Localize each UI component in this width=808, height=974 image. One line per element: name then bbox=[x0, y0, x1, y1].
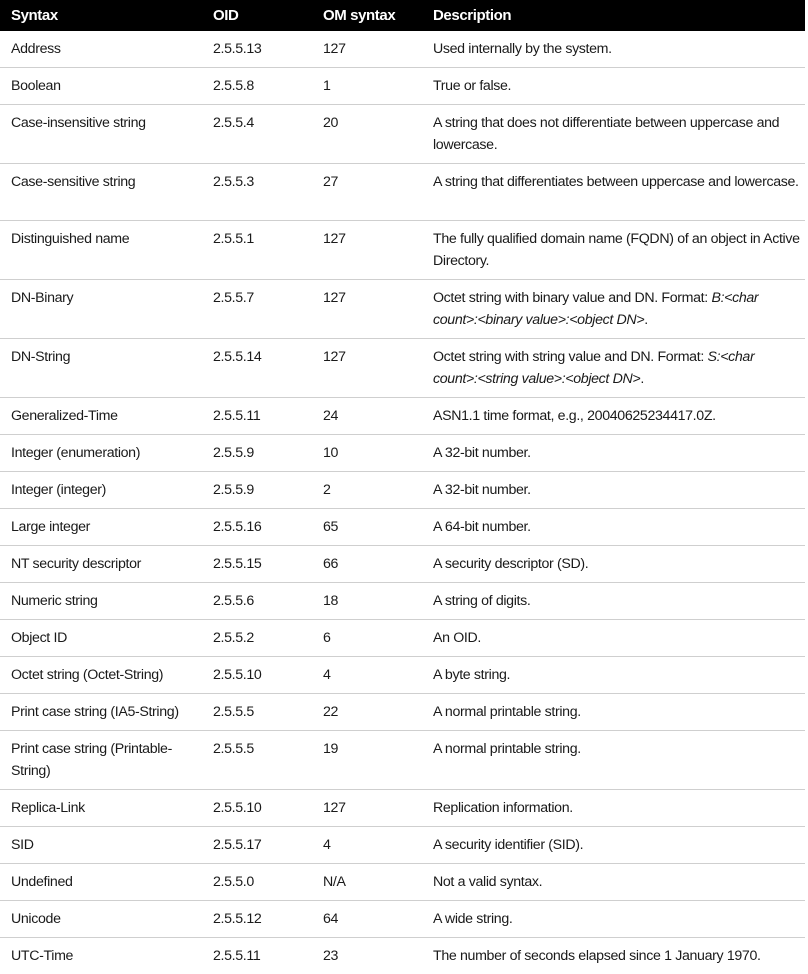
cell-oid: 2.5.5.17 bbox=[202, 827, 312, 864]
table-row bbox=[0, 105, 805, 164]
cell-om-syntax: 4 bbox=[312, 827, 422, 864]
cell-oid: 2.5.5.9 bbox=[202, 435, 312, 472]
cell-om-syntax: 65 bbox=[312, 509, 422, 546]
cell-syntax: Replica-Link bbox=[0, 790, 202, 827]
cell-oid: 2.5.5.14 bbox=[202, 339, 312, 398]
cell-syntax: Address bbox=[0, 31, 202, 68]
cell-om-syntax: 24 bbox=[312, 398, 422, 435]
cell-syntax: Generalized-Time bbox=[0, 398, 202, 435]
cell-description: A 32-bit number. bbox=[422, 435, 805, 472]
cell-syntax: Integer (integer) bbox=[0, 472, 202, 509]
table-row bbox=[0, 339, 805, 398]
cell-oid: 2.5.5.11 bbox=[202, 938, 312, 974]
table-header bbox=[0, 0, 805, 31]
cell-description: ASN1.1 time format, e.g., 20040625234417.0Z. bbox=[422, 398, 805, 435]
cell-om-syntax: 19 bbox=[312, 731, 422, 790]
cell-description bbox=[422, 339, 805, 398]
table-row bbox=[0, 68, 805, 105]
description-suffix: . bbox=[640, 371, 644, 387]
table-row bbox=[0, 546, 805, 583]
cell-syntax: DN-Binary bbox=[0, 280, 202, 339]
cell-description: A 64-bit number. bbox=[422, 509, 805, 546]
cell-syntax: Boolean bbox=[0, 68, 202, 105]
cell-om-syntax: N/A bbox=[312, 864, 422, 901]
cell-description: Not a valid syntax. bbox=[422, 864, 805, 901]
cell-description: Replication information. bbox=[422, 790, 805, 827]
description-format: S:<char count>:<string value>:<object DN> bbox=[433, 349, 754, 387]
cell-om-syntax: 127 bbox=[312, 339, 422, 398]
cell-description: A normal printable string. bbox=[422, 731, 805, 790]
cell-om-syntax: 6 bbox=[312, 620, 422, 657]
cell-description: An OID. bbox=[422, 620, 805, 657]
cell-syntax: Unicode bbox=[0, 901, 202, 938]
cell-description: A byte string. bbox=[422, 657, 805, 694]
cell-description: The number of seconds elapsed since 1 January 1970. bbox=[422, 938, 805, 974]
cell-oid: 2.5.5.8 bbox=[202, 68, 312, 105]
header-description: Description bbox=[422, 0, 805, 31]
cell-syntax: Case-sensitive string bbox=[0, 164, 202, 221]
table-row bbox=[0, 472, 805, 509]
table-row bbox=[0, 620, 805, 657]
cell-description: The fully qualified domain name (FQDN) of an object in Active Directory. bbox=[422, 221, 805, 280]
cell-syntax: Print case string (Printable-String) bbox=[0, 731, 202, 790]
cell-syntax: Numeric string bbox=[0, 583, 202, 620]
cell-om-syntax: 27 bbox=[312, 164, 422, 221]
cell-oid: 2.5.5.6 bbox=[202, 583, 312, 620]
description-text: Octet string with string value and DN. Format: bbox=[433, 349, 708, 365]
cell-om-syntax: 20 bbox=[312, 105, 422, 164]
header-oid: OID bbox=[202, 0, 312, 31]
cell-syntax: Distinguished name bbox=[0, 221, 202, 280]
cell-oid: 2.5.5.15 bbox=[202, 546, 312, 583]
cell-oid: 2.5.5.13 bbox=[202, 31, 312, 68]
cell-oid: 2.5.5.2 bbox=[202, 620, 312, 657]
cell-oid: 2.5.5.9 bbox=[202, 472, 312, 509]
description-text: Octet string with binary value and DN. Format: bbox=[433, 290, 711, 306]
cell-oid: 2.5.5.12 bbox=[202, 901, 312, 938]
cell-syntax: Integer (enumeration) bbox=[0, 435, 202, 472]
cell-om-syntax: 10 bbox=[312, 435, 422, 472]
cell-syntax: DN-String bbox=[0, 339, 202, 398]
cell-om-syntax: 66 bbox=[312, 546, 422, 583]
cell-om-syntax: 127 bbox=[312, 790, 422, 827]
cell-syntax: SID bbox=[0, 827, 202, 864]
cell-description: A normal printable string. bbox=[422, 694, 805, 731]
cell-description: A security descriptor (SD). bbox=[422, 546, 805, 583]
cell-om-syntax: 127 bbox=[312, 31, 422, 68]
cell-description: Used internally by the system. bbox=[422, 31, 805, 68]
table-row bbox=[0, 280, 805, 339]
cell-description: True or false. bbox=[422, 68, 805, 105]
cell-om-syntax: 22 bbox=[312, 694, 422, 731]
cell-description bbox=[422, 280, 805, 339]
cell-om-syntax: 127 bbox=[312, 280, 422, 339]
cell-oid: 2.5.5.5 bbox=[202, 731, 312, 790]
table-row bbox=[0, 164, 805, 221]
table-row bbox=[0, 583, 805, 620]
description-format: B:<char count>:<binary value>:<object DN> bbox=[433, 290, 758, 328]
cell-syntax: NT security descriptor bbox=[0, 546, 202, 583]
header-syntax: Syntax bbox=[0, 0, 202, 31]
table-row bbox=[0, 731, 805, 790]
header-row bbox=[0, 0, 805, 31]
cell-oid: 2.5.5.11 bbox=[202, 398, 312, 435]
table-row bbox=[0, 790, 805, 827]
table-row bbox=[0, 435, 805, 472]
table-row bbox=[0, 901, 805, 938]
table-row bbox=[0, 864, 805, 901]
cell-oid: 2.5.5.0 bbox=[202, 864, 312, 901]
cell-oid: 2.5.5.5 bbox=[202, 694, 312, 731]
cell-syntax: Object ID bbox=[0, 620, 202, 657]
cell-om-syntax: 64 bbox=[312, 901, 422, 938]
cell-oid: 2.5.5.7 bbox=[202, 280, 312, 339]
cell-description: A security identifier (SID). bbox=[422, 827, 805, 864]
table-row bbox=[0, 398, 805, 435]
cell-description: A 32-bit number. bbox=[422, 472, 805, 509]
cell-oid: 2.5.5.4 bbox=[202, 105, 312, 164]
table-row bbox=[0, 827, 805, 864]
cell-oid: 2.5.5.10 bbox=[202, 657, 312, 694]
cell-om-syntax: 18 bbox=[312, 583, 422, 620]
cell-description: A string of digits. bbox=[422, 583, 805, 620]
cell-oid: 2.5.5.3 bbox=[202, 164, 312, 221]
cell-syntax: Print case string (IA5-String) bbox=[0, 694, 202, 731]
description-suffix: . bbox=[644, 312, 648, 328]
cell-om-syntax: 23 bbox=[312, 938, 422, 974]
table-row bbox=[0, 938, 805, 974]
cell-om-syntax: 4 bbox=[312, 657, 422, 694]
table-row bbox=[0, 694, 805, 731]
cell-oid: 2.5.5.1 bbox=[202, 221, 312, 280]
table-row bbox=[0, 31, 805, 68]
cell-description: A string that differentiates between uppercase and lowercase. bbox=[422, 164, 805, 221]
cell-syntax: Large integer bbox=[0, 509, 202, 546]
cell-oid: 2.5.5.16 bbox=[202, 509, 312, 546]
cell-syntax: UTC-Time bbox=[0, 938, 202, 974]
table-row bbox=[0, 509, 805, 546]
header-om-syntax: OM syntax bbox=[312, 0, 422, 31]
cell-syntax: Case-insensitive string bbox=[0, 105, 202, 164]
cell-oid: 2.5.5.10 bbox=[202, 790, 312, 827]
table-body bbox=[0, 31, 805, 974]
table-row bbox=[0, 657, 805, 694]
cell-description: A string that does not differentiate between uppercase and lowercase. bbox=[422, 105, 805, 164]
cell-description: A wide string. bbox=[422, 901, 805, 938]
cell-om-syntax: 1 bbox=[312, 68, 422, 105]
table-row bbox=[0, 221, 805, 280]
cell-syntax: Undefined bbox=[0, 864, 202, 901]
cell-om-syntax: 2 bbox=[312, 472, 422, 509]
cell-syntax: Octet string (Octet-String) bbox=[0, 657, 202, 694]
cell-om-syntax: 127 bbox=[312, 221, 422, 280]
